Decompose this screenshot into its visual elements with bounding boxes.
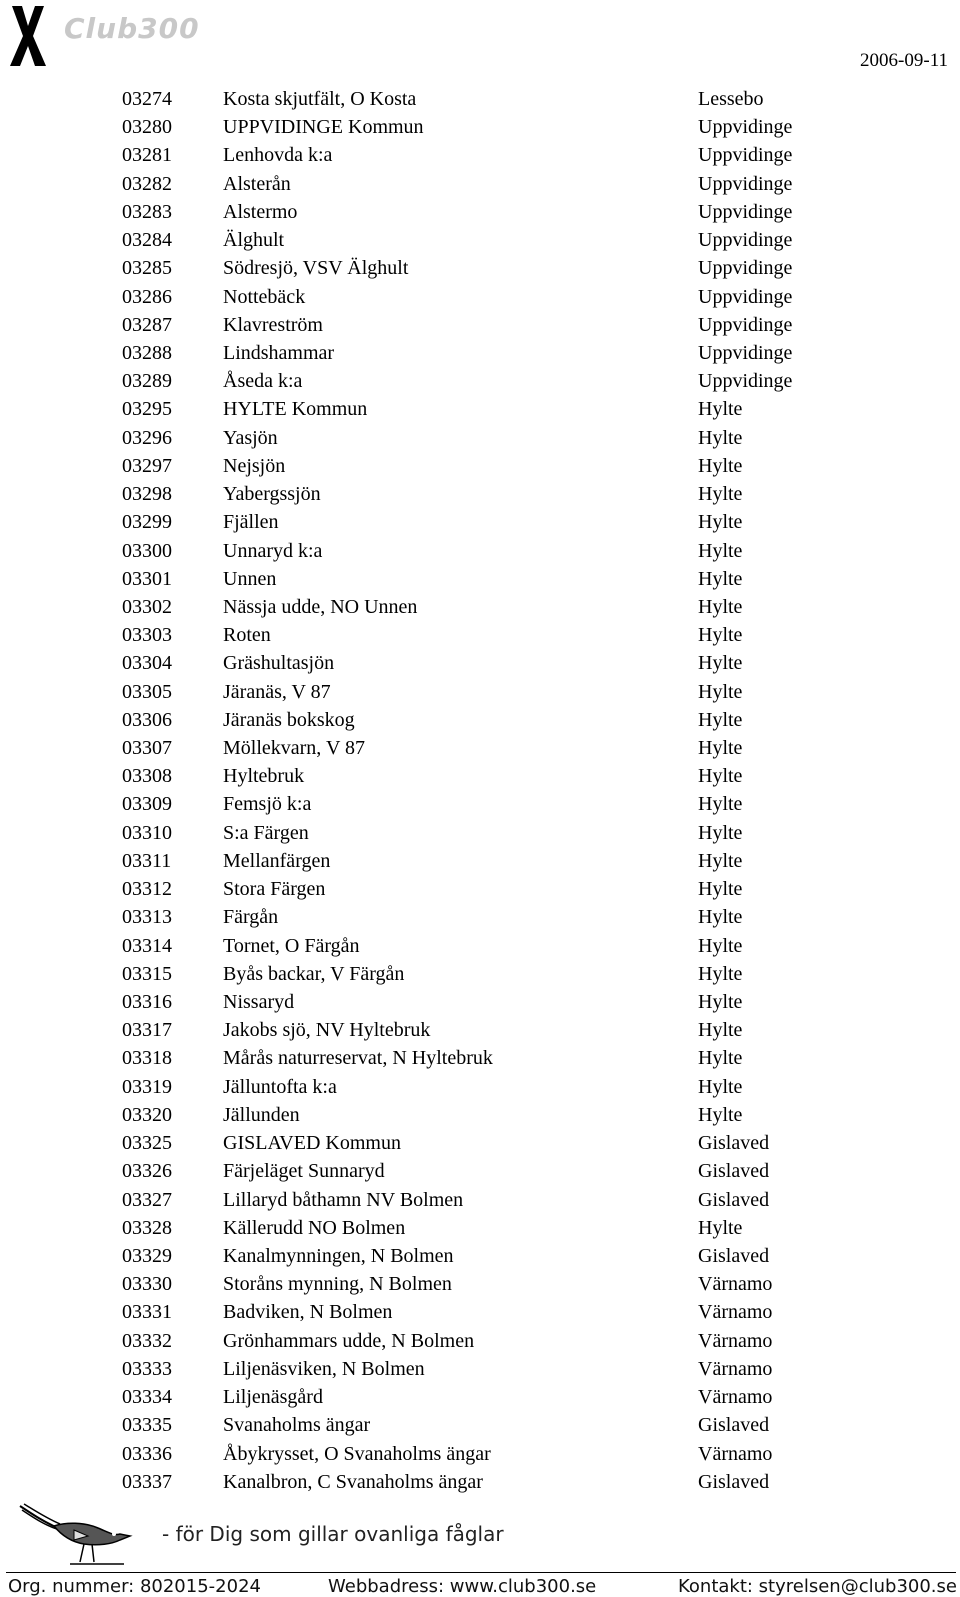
table-row bbox=[122, 1270, 822, 1298]
site-municipality: Hylte bbox=[698, 1075, 743, 1098]
site-number: 03288 bbox=[122, 341, 172, 364]
site-number: 03304 bbox=[122, 652, 172, 675]
site-name: Kanalbron, C Svanaholms ängar bbox=[223, 1470, 483, 1493]
site-municipality: Hylte bbox=[698, 595, 743, 618]
table-row bbox=[122, 170, 822, 198]
document-date: 2006-09-11 bbox=[860, 50, 948, 71]
table-row bbox=[122, 395, 822, 423]
site-number: 03281 bbox=[122, 144, 172, 167]
site-name: Alstermo bbox=[223, 200, 298, 223]
site-name: Färgån bbox=[223, 906, 279, 929]
table-row bbox=[122, 424, 822, 452]
site-number: 03330 bbox=[122, 1273, 172, 1296]
site-name: Jälluntofta k:a bbox=[223, 1075, 337, 1098]
site-municipality: Gislaved bbox=[698, 1414, 770, 1437]
contact-email: Kontakt: styrelsen@club300.se bbox=[678, 1576, 957, 1597]
page-footer bbox=[0, 1500, 960, 1597]
page-header bbox=[0, 0, 960, 80]
site-name: S:a Färgen bbox=[223, 821, 309, 844]
table-row bbox=[122, 367, 822, 395]
table-row bbox=[122, 734, 822, 762]
table-row bbox=[122, 678, 822, 706]
site-number: 03313 bbox=[122, 906, 172, 929]
table-row bbox=[122, 339, 822, 367]
site-name: Åbykrysset, O Svanaholms ängar bbox=[223, 1442, 491, 1465]
site-municipality: Värnamo bbox=[698, 1442, 773, 1465]
site-municipality: Hylte bbox=[698, 878, 743, 901]
table-row bbox=[122, 762, 822, 790]
site-name: Alsterån bbox=[223, 172, 291, 195]
table-row bbox=[122, 113, 822, 141]
site-number: 03336 bbox=[122, 1442, 172, 1465]
table-row bbox=[122, 226, 822, 254]
site-municipality: Hylte bbox=[698, 398, 743, 421]
club-tagline: - för Dig som gillar ovanliga fåglar bbox=[162, 1522, 504, 1546]
site-number: 03334 bbox=[122, 1386, 172, 1409]
site-municipality: Hylte bbox=[698, 539, 743, 562]
site-name: Hyltebruk bbox=[223, 765, 305, 788]
table-row bbox=[122, 1383, 822, 1411]
site-number: 03316 bbox=[122, 991, 172, 1013]
site-municipality: Gislaved bbox=[698, 1470, 770, 1493]
site-number: 03299 bbox=[122, 511, 172, 534]
site-municipality: Gislaved bbox=[698, 1160, 770, 1183]
table-row bbox=[122, 960, 822, 988]
site-name: Lillaryd båthamn NV Bolmen bbox=[223, 1188, 464, 1211]
table-row bbox=[122, 1073, 822, 1101]
site-name: Järanäs bokskog bbox=[223, 708, 355, 731]
site-name: HYLTE Kommun bbox=[223, 398, 368, 421]
table-row bbox=[122, 283, 822, 311]
site-municipality: Värnamo bbox=[698, 1329, 773, 1352]
table-row bbox=[122, 649, 822, 677]
site-name: Källerudd NO Bolmen bbox=[223, 1216, 406, 1239]
site-municipality: Uppvidinge bbox=[698, 172, 793, 195]
table-row bbox=[122, 790, 822, 818]
web-address: Webbadress: www.club300.se bbox=[328, 1576, 597, 1597]
table-row bbox=[122, 1411, 822, 1439]
site-number: 03311 bbox=[122, 849, 172, 872]
site-number: 03332 bbox=[122, 1329, 172, 1352]
table-row bbox=[122, 452, 822, 480]
site-municipality: Hylte bbox=[698, 708, 743, 731]
site-name: Roten bbox=[223, 624, 271, 647]
site-municipality: Uppvidinge bbox=[698, 257, 793, 280]
site-name: Kanalmynningen, N Bolmen bbox=[223, 1244, 454, 1267]
site-municipality: Gislaved bbox=[698, 1244, 770, 1267]
site-name: Fjällen bbox=[223, 511, 279, 534]
site-municipality: Hylte bbox=[698, 906, 743, 929]
site-number: 03286 bbox=[122, 285, 172, 308]
site-name: Liljenäsviken, N Bolmen bbox=[223, 1357, 425, 1380]
site-municipality: Uppvidinge bbox=[698, 116, 793, 139]
site-name: Unnaryd k:a bbox=[223, 539, 323, 562]
site-municipality: Hylte bbox=[698, 765, 743, 788]
site-municipality: Lessebo bbox=[698, 88, 764, 110]
site-municipality: Värnamo bbox=[698, 1301, 773, 1324]
site-number: 03312 bbox=[122, 878, 172, 901]
org-number: Org. nummer: 802015-2024 bbox=[8, 1576, 261, 1597]
table-row bbox=[122, 1101, 822, 1129]
table-row bbox=[122, 537, 822, 565]
site-name: Gräshultasjön bbox=[223, 652, 335, 675]
site-number: 03282 bbox=[122, 172, 172, 195]
table-row bbox=[122, 85, 822, 113]
site-number: 03328 bbox=[122, 1216, 172, 1239]
site-municipality: Hylte bbox=[698, 567, 743, 590]
site-number: 03274 bbox=[122, 88, 172, 110]
site-name: Byås backar, V Färgån bbox=[223, 962, 405, 985]
site-number: 03318 bbox=[122, 1047, 172, 1070]
site-municipality: Hylte bbox=[698, 821, 743, 844]
site-number: 03303 bbox=[122, 624, 172, 647]
logo-text: Club300 bbox=[64, 12, 200, 45]
site-municipality: Uppvidinge bbox=[698, 341, 793, 364]
site-name: Älghult bbox=[223, 229, 285, 252]
site-name: Stora Färgen bbox=[223, 878, 326, 901]
table-row bbox=[122, 1157, 822, 1185]
site-municipality: Hylte bbox=[698, 1019, 743, 1042]
site-municipality: Hylte bbox=[698, 426, 743, 449]
site-name: Järanäs, V 87 bbox=[223, 680, 331, 703]
table-row bbox=[122, 254, 822, 282]
site-name: Tornet, O Färgån bbox=[223, 934, 360, 957]
site-name: Södresjö, VSV Älghult bbox=[223, 257, 409, 280]
site-municipality: Hylte bbox=[698, 454, 743, 477]
site-number: 03326 bbox=[122, 1160, 172, 1183]
site-name: Jällunden bbox=[223, 1103, 300, 1126]
site-municipality: Hylte bbox=[698, 1103, 743, 1126]
site-name: Unnen bbox=[223, 567, 277, 590]
site-municipality: Gislaved bbox=[698, 1188, 770, 1211]
site-number: 03287 bbox=[122, 313, 172, 336]
site-municipality: Värnamo bbox=[698, 1386, 773, 1409]
table-row bbox=[122, 311, 822, 339]
site-municipality: Hylte bbox=[698, 624, 743, 647]
table-row bbox=[122, 480, 822, 508]
site-number: 03310 bbox=[122, 821, 172, 844]
site-number: 03329 bbox=[122, 1244, 172, 1267]
site-number: 03327 bbox=[122, 1188, 172, 1211]
site-number: 03306 bbox=[122, 708, 172, 731]
site-municipality: Hylte bbox=[698, 652, 743, 675]
site-name: Möllekvarn, V 87 bbox=[223, 737, 366, 760]
table-row bbox=[122, 1242, 822, 1270]
site-municipality: Uppvidinge bbox=[698, 144, 793, 167]
site-municipality: Hylte bbox=[698, 849, 743, 872]
table-row bbox=[122, 706, 822, 734]
site-number: 03314 bbox=[122, 934, 172, 957]
table-row bbox=[122, 593, 822, 621]
site-number: 03325 bbox=[122, 1132, 172, 1155]
site-number: 03308 bbox=[122, 765, 172, 788]
site-name: Nejsjön bbox=[223, 454, 286, 477]
site-municipality: Värnamo bbox=[698, 1273, 773, 1296]
table-row bbox=[122, 1129, 822, 1157]
site-name: Svanaholms ängar bbox=[223, 1414, 371, 1437]
site-name: Storåns mynning, N Bolmen bbox=[223, 1273, 452, 1296]
site-municipality: Hylte bbox=[698, 737, 743, 760]
site-number: 03284 bbox=[122, 229, 172, 252]
site-number: 03298 bbox=[122, 483, 172, 506]
site-name: Lindshammar bbox=[223, 341, 335, 364]
site-municipality: Hylte bbox=[698, 962, 743, 985]
table-row bbox=[122, 1355, 822, 1383]
table-row bbox=[122, 1298, 822, 1326]
table-row bbox=[122, 903, 822, 931]
site-number: 03285 bbox=[122, 257, 172, 280]
site-municipality: Uppvidinge bbox=[698, 200, 793, 223]
table-row bbox=[122, 1186, 822, 1214]
table-row bbox=[122, 141, 822, 169]
site-name: Mårås naturreservat, N Hyltebruk bbox=[223, 1047, 493, 1070]
site-number: 03283 bbox=[122, 200, 172, 223]
site-name: Femsjö k:a bbox=[223, 793, 312, 816]
site-number: 03297 bbox=[122, 454, 172, 477]
site-municipality: Gislaved bbox=[698, 1132, 770, 1155]
site-name: Nässja udde, NO Unnen bbox=[223, 595, 418, 618]
table-row bbox=[122, 508, 822, 536]
site-number: 03335 bbox=[122, 1414, 172, 1437]
site-name: Jakobs sjö, NV Hyltebruk bbox=[223, 1019, 431, 1042]
club300-x-logo-icon bbox=[8, 4, 48, 68]
site-number: 03309 bbox=[122, 793, 172, 816]
table-row bbox=[122, 932, 822, 960]
table-row bbox=[122, 988, 822, 1016]
site-number: 03296 bbox=[122, 426, 172, 449]
site-municipality: Uppvidinge bbox=[698, 285, 793, 308]
site-municipality: Hylte bbox=[698, 483, 743, 506]
site-name: Åseda k:a bbox=[223, 370, 303, 393]
site-name: Kosta skjutfält, O Kosta bbox=[223, 88, 417, 110]
site-name: Mellanfärgen bbox=[223, 849, 331, 872]
table-row bbox=[122, 565, 822, 593]
site-name: Klavreström bbox=[223, 313, 323, 336]
site-municipality: Hylte bbox=[698, 511, 743, 534]
site-number: 03295 bbox=[122, 398, 172, 421]
site-municipality: Hylte bbox=[698, 793, 743, 816]
site-name: Nottebäck bbox=[223, 285, 306, 308]
site-number: 03300 bbox=[122, 539, 172, 562]
site-number: 03331 bbox=[122, 1301, 172, 1324]
site-name: Badviken, N Bolmen bbox=[223, 1301, 393, 1324]
footer-divider bbox=[6, 1572, 956, 1573]
site-name: Nissaryd bbox=[223, 991, 295, 1013]
site-number: 03333 bbox=[122, 1357, 172, 1380]
site-name: Yasjön bbox=[223, 426, 278, 449]
table-row bbox=[122, 198, 822, 226]
site-number: 03307 bbox=[122, 737, 172, 760]
site-number: 03315 bbox=[122, 962, 172, 985]
site-name: Grönhammars udde, N Bolmen bbox=[223, 1329, 475, 1352]
site-name: Färjeläget Sunnaryd bbox=[223, 1160, 385, 1183]
site-municipality: Uppvidinge bbox=[698, 370, 793, 393]
site-number: 03280 bbox=[122, 116, 172, 139]
site-municipality: Hylte bbox=[698, 991, 743, 1013]
site-number: 03337 bbox=[122, 1470, 172, 1493]
site-name: GISLAVED Kommun bbox=[223, 1132, 401, 1155]
site-name: UPPVIDINGE Kommun bbox=[223, 116, 424, 139]
table-row bbox=[122, 1468, 822, 1496]
site-table bbox=[122, 85, 822, 1496]
site-municipality: Hylte bbox=[698, 934, 743, 957]
site-municipality: Hylte bbox=[698, 1216, 743, 1239]
site-municipality: Värnamo bbox=[698, 1357, 773, 1380]
table-row bbox=[122, 621, 822, 649]
site-number: 03302 bbox=[122, 595, 172, 618]
site-name: Liljenäsgård bbox=[223, 1386, 323, 1409]
table-row bbox=[122, 1214, 822, 1242]
site-name: Yabergssjön bbox=[223, 483, 321, 506]
table-row bbox=[122, 1044, 822, 1072]
site-number: 03319 bbox=[122, 1075, 172, 1098]
site-municipality: Uppvidinge bbox=[698, 229, 793, 252]
site-number: 03305 bbox=[122, 680, 172, 703]
site-name: Lenhovda k:a bbox=[223, 144, 333, 167]
table-row bbox=[122, 1016, 822, 1044]
table-row bbox=[122, 819, 822, 847]
table-row bbox=[122, 1440, 822, 1468]
site-municipality: Hylte bbox=[698, 1047, 743, 1070]
table-row bbox=[122, 1327, 822, 1355]
bird-illustration-icon bbox=[14, 1500, 154, 1570]
site-number: 03289 bbox=[122, 370, 172, 393]
table-row bbox=[122, 875, 822, 903]
site-municipality: Uppvidinge bbox=[698, 313, 793, 336]
site-municipality: Hylte bbox=[698, 680, 743, 703]
table-row bbox=[122, 847, 822, 875]
site-number: 03320 bbox=[122, 1103, 172, 1126]
site-number: 03317 bbox=[122, 1019, 172, 1042]
site-number: 03301 bbox=[122, 567, 172, 590]
